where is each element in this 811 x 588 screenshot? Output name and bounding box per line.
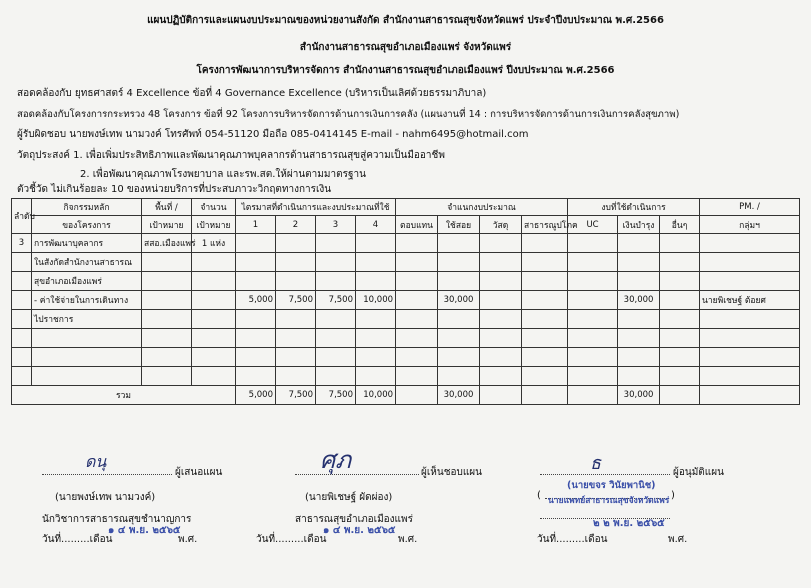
header-compensation: ตอบแทน [396,216,438,234]
row-q3: 7,500 [316,291,356,310]
total-q4: 10,000 [356,386,396,405]
endorser-date-stamp: ๑ ๔ พ.ย. ๒๕๖๕ [323,525,396,536]
endorser-year-label: พ.ศ. [398,534,418,545]
budget-table [11,198,800,405]
row-no: 3 [12,234,32,253]
header-pm-1: PM. / [700,199,800,216]
header-budget: งบที่ใช้ดำเนินการ [568,199,700,216]
endorser-name: (นายพิเชษฐ์ ผัดผ่อง) [305,492,393,503]
header-quarter: ไตรมาสที่ดำเนินการและงบประมาณที่ใช้ [236,199,396,216]
approver-signature-scribble: ธ [590,453,601,474]
doc-title-line2: สำนักงานสาธารณสุขอำเภอเมืองแพร่ จังหวัดแพร่ [299,42,512,53]
total-q3: 7,500 [316,386,356,405]
row-q2: 7,500 [276,291,316,310]
header-q1: 1 [236,216,276,234]
proposer-role-label: ผู้เสนอแผน [175,467,223,478]
activity-line-3: สุขอำเภอเมืองแพร่ [32,272,142,291]
approver-date-label: วันที่.........เดือน [537,534,608,545]
total-q1: 5,000 [236,386,276,405]
ministry-project-line: สอดคล้องกับโครงการกระทรวง 48 โครงการ ข้อที่ 92 โครงการบริหารจัดการด้านการเงินการคลัง (แผนงานที่ 14 : การบริหารจัดการด้านการเงินการคลังสุขภาพ) [17,109,680,120]
header-maintenance: เงินบำรุง [618,216,660,234]
approver-bracket-open: ( [537,490,541,501]
table-row [12,253,800,272]
total-q2: 7,500 [276,386,316,405]
row-amount: 1 แห่ง [192,234,236,253]
header-q4: 4 [356,216,396,234]
proposer-position: นักวิชาการสาธารณสุขชำนาญการ [42,514,192,525]
row-usage: 30,000 [438,291,480,310]
table-row [12,348,800,367]
approver-name: (นายขจร วินัยพานิช) [567,480,656,491]
header-q3: 3 [316,216,356,234]
total-row [12,386,800,405]
header-materials: วัสดุ [480,216,522,234]
header-usage: ใช้สอย [438,216,480,234]
total-usage: 30,000 [438,386,480,405]
endorser-signature-scribble: ศุภ [320,446,352,474]
total-label: รวม [12,386,236,405]
activity-line-5: ไปราชการ [32,310,142,329]
table-row [12,291,800,310]
doc-title-line1: แผนปฏิบัติการและแผนงบประมาณของหน่วยงานสังกัด สำนักงานสาธารณสุขจังหวัดแพร่ ประจำปีงบประมาณ พ.ศ.2566 [147,15,664,26]
row-area: สสอ.เมืองแพร่ [142,234,192,253]
proposer-name: (นายพงษ์เทพ นามวงค์) [55,492,156,503]
approver-year-label: พ.ศ. [668,534,688,545]
header-area-1: พื้นที่ / [142,199,192,216]
approver-signature-line [540,474,670,475]
activity-line-4: - ค่าใช้จ่ายในการเดินทาง [32,291,142,310]
header-activity-2: ของโครงการ [32,216,142,234]
proposer-signature-line [42,474,172,475]
activity-line-1: การพัฒนาบุคลากร [32,234,142,253]
header-other: อื่นๆ [660,216,700,234]
objective-line-2: 2. เพื่อพัฒนาคุณภาพโรงพยาบาล และรพ.สต.ให้ผ่านตามมาตรฐาน [80,169,366,180]
table-row [12,272,800,291]
approver-role-label: ผู้อนุมัติแผน [673,467,724,478]
endorser-role-label: ผู้เห็นชอบแผน [421,467,482,478]
row-q1: 5,000 [236,291,276,310]
header-uc: UC [568,216,618,234]
header-q2: 2 [276,216,316,234]
table-row [12,310,800,329]
row-pm: นายพิเชษฐ์ ต้อยศ [700,291,800,310]
approver-position: นายแพทย์สาธารณสุขจังหวัดแพร่ [548,496,670,506]
header-area-2: เป้าหมาย [142,216,192,234]
header-utilities: สาธารณูปโภค [522,216,568,234]
proposer-year-label: พ.ศ. [178,534,198,545]
table-row [12,367,800,386]
total-maintenance: 30,000 [618,386,660,405]
objective-line-1: วัตถุประสงค์ 1. เพื่อเพิ่มประสิทธิภาพและพัฒนาคุณภาพบุคลากรด้านสาธารณสุขสู่ความเป็นมืออาชีพ [17,150,445,161]
responsible-line: ผู้รับผิดชอบ นายพงษ์เทพ นามวงค์ โทรศัพท์ 054-51120 มือถือ 085-0414145 E-mail - nahm6495@hotmail.com [17,129,529,140]
header-expense: จำแนกงบประมาณ [396,199,568,216]
header-no: ลำดับ [12,199,32,234]
activity-line-2: ในสังกัดสำนักงานสาธารณ [32,253,142,272]
header-amount-1: จำนวน [192,199,236,216]
approver-date-stamp: ๒ ๒ พ.ย. ๒๕๖๕ [593,518,665,529]
row-maintenance: 30,000 [618,291,660,310]
proposer-date-stamp: ๑ ๔ พ.ย. ๒๕๖๕ [108,525,181,536]
header-activity-1: กิจกรรมหลัก [32,199,142,216]
endorser-position: สาธารณสุขอำเภอเมืองแพร่ [295,514,413,525]
doc-title-line3: โครงการพัฒนาการบริหารจัดการ สำนักงานสาธารณสุขอำเภอเมืองแพร่ ปีงบประมาณ พ.ศ.2566 [196,65,615,76]
table-row [12,234,800,253]
endorser-signature-line [295,474,419,475]
proposer-signature-scribble: ดนุ [85,452,107,471]
row-q4: 10,000 [356,291,396,310]
indicator-line: ตัวชี้วัด ไม่เกินร้อยละ 10 ของหน่วยบริการที่ประสบภาวะวิกฤตทางการเงิน [17,184,332,195]
header-amount-2: เป้าหมาย [192,216,236,234]
proposer-date-label: วันที่.........เดือน [42,534,113,545]
approver-bracket-close: ) [671,490,675,501]
strategy-line: สอดคล้องกับ ยุทธศาสตร์ 4 Excellence ข้อที่ 4 Governance Excellence (บริหารเป็นเลิศด้วยธรรมาภิบาล) [17,88,487,99]
header-pm-2: กลุ่มฯ [700,216,800,234]
table-row [12,329,800,348]
endorser-date-label: วันที่.........เดือน [256,534,327,545]
